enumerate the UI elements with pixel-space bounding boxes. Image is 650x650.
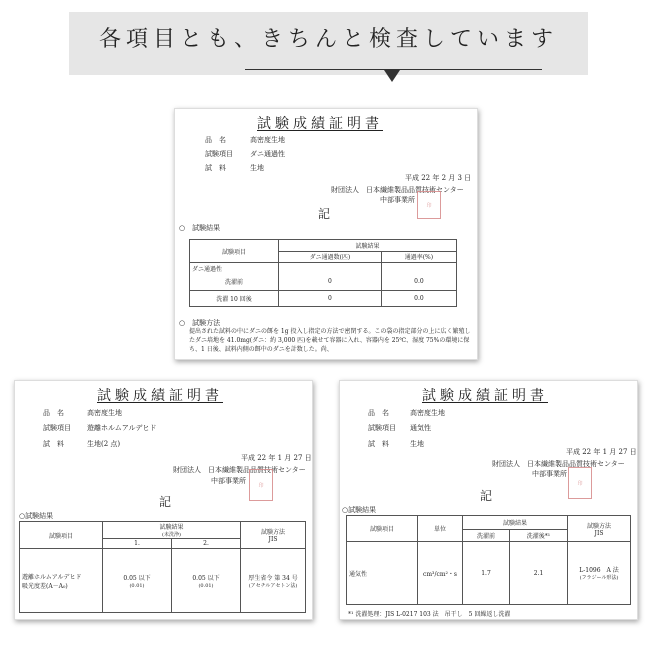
- meta-label: 試験項目: [368, 424, 396, 432]
- item-line: 吸光度差(A－A₀): [22, 582, 68, 590]
- issue-date: 平成 22 年 1 月 27 日: [566, 448, 637, 456]
- issuer-office: 中部事業所: [532, 470, 567, 478]
- results-table: [19, 521, 306, 613]
- seal-stamp: 印: [417, 191, 441, 219]
- results-table: [189, 239, 457, 307]
- table-cell: 0.0: [381, 274, 456, 290]
- issue-date: 平成 22 年 2 月 3 日: [405, 174, 472, 182]
- table-cell: cm³/cm²・s: [418, 542, 463, 605]
- banner-title: 各項目とも、きちんと検査しています: [98, 27, 558, 52]
- value: 0.05 以下: [123, 574, 151, 582]
- issuer: 財団法人 日本繊維製品品質技術センター: [173, 466, 306, 474]
- seal-stamp: 印: [568, 467, 592, 499]
- issuer-office: 中部事業所: [380, 196, 415, 204]
- footnote: *¹ 洗濯処理：JIS L-0217 103 法 吊干し 5 回繰返し洗濯: [348, 611, 511, 618]
- down-arrow-icon: [384, 70, 400, 82]
- table-header: 洗濯後*¹: [509, 530, 567, 542]
- table-cell: [103, 549, 172, 613]
- meta-label: 試験項目: [205, 150, 233, 158]
- table-cell: 1.7: [463, 542, 510, 605]
- table-header: 試験項目: [190, 240, 279, 263]
- table-header-sub: JIS: [268, 536, 278, 543]
- table-cell: 通気性: [347, 542, 418, 605]
- table-header-label: 試験結果: [159, 524, 184, 531]
- results-heading: ○試験結果: [342, 506, 377, 514]
- table-header: 試験項目: [20, 522, 103, 549]
- table-header-label: 試験方法: [260, 529, 285, 536]
- table-header: ダニ通過数(匹): [279, 251, 382, 263]
- issuer-office: 中部事業所: [211, 477, 246, 485]
- table-cell: [241, 549, 306, 613]
- table-header: 1.: [103, 539, 172, 549]
- table-cell: [20, 549, 103, 613]
- table-cell: 0: [279, 274, 382, 290]
- header-banner: [69, 12, 588, 75]
- certificate-air-permeability: [339, 380, 638, 620]
- table-header-label: 試験方法: [586, 522, 611, 530]
- table-cell: 洗濯 10 回後: [190, 290, 279, 306]
- table-cell: 0.0: [381, 290, 456, 306]
- method-text: 提出された試料の中にダニの餌を 1g 投入し指定の方法で密閉する。この袋の指定部分の上に広く繁殖したダニ培地を 41.0mg(ダニ：約 3,000 匹)を載せて容器に入れ、容器内を 25℃、湿度 75%の環境に保ち、1 日後、試料内側の餌中のダニを計数した。尚、: [189, 328, 471, 353]
- issuer: 財団法人 日本繊維製品品質技術センター: [331, 186, 464, 194]
- meta-value: ダニ通過性: [250, 150, 285, 158]
- doc-title: 試験成績証明書: [422, 388, 548, 404]
- meta-label: 品 名: [205, 136, 226, 144]
- table-header: 試験結果: [279, 240, 457, 252]
- method-heading: ○ 試験方法: [179, 319, 221, 327]
- table-cell: 2.1: [509, 542, 567, 605]
- meta-label: 品 名: [43, 409, 64, 417]
- table-header-sub: (未洗浄): [162, 532, 181, 538]
- meta-value: 通気性: [410, 424, 431, 432]
- table-cell: ダニ通過性: [190, 263, 279, 275]
- method-line: L-1096 A 法: [579, 567, 619, 574]
- meta-label: 品 名: [368, 409, 389, 417]
- table-header: 2.: [172, 539, 241, 549]
- certificate-mite-permeability: [174, 108, 478, 360]
- meta-value: 高密度生地: [250, 136, 285, 144]
- table-header: [241, 522, 306, 549]
- value: 0.05 以下: [192, 574, 220, 582]
- method-line: (フラジール形法): [579, 575, 619, 581]
- table-cell: [172, 549, 241, 613]
- meta-value: 生地: [250, 164, 264, 172]
- table-header: [103, 522, 241, 539]
- doc-title: 試験成績証明書: [257, 116, 383, 132]
- ki-mark: 記: [480, 489, 493, 503]
- doc-title: 試験成績証明書: [97, 388, 223, 404]
- table-cell: [568, 542, 631, 605]
- meta-label: 試験項目: [43, 424, 71, 432]
- meta-label: 試 料: [43, 440, 64, 448]
- table-header: 単位: [418, 516, 463, 542]
- issuer: 財団法人 日本繊維製品品質技術センター: [492, 460, 625, 468]
- issue-date: 平成 22 年 1 月 27 日: [241, 454, 312, 462]
- table-cell: 洗濯前: [190, 274, 279, 290]
- results-heading: ○試験結果: [19, 512, 54, 520]
- meta-value: 高密度生地: [410, 409, 445, 417]
- ki-mark: 記: [159, 495, 172, 509]
- method-line: (アセチルアセトン法): [248, 582, 298, 589]
- table-header: [568, 516, 631, 542]
- table-header: 試験項目: [347, 516, 418, 542]
- meta-label: 試 料: [205, 164, 226, 172]
- meta-label: 試 料: [368, 440, 389, 448]
- table-header: 試験結果: [463, 516, 568, 530]
- meta-value: 高密度生地: [87, 409, 122, 417]
- results-heading: ○ 試験結果: [179, 224, 221, 232]
- value-sub: (0.01): [198, 582, 214, 589]
- meta-value: 生地(2 点): [87, 440, 121, 448]
- certificate-formaldehyde: [14, 380, 313, 620]
- ki-mark: 記: [318, 207, 331, 221]
- method-line: 厚生省令 第 34 号: [248, 574, 298, 582]
- table-header: 通過率(%): [381, 251, 456, 263]
- value-sub: (0.01): [129, 582, 145, 589]
- table-header: 洗濯前: [463, 530, 510, 542]
- results-table: [346, 515, 631, 605]
- table-header-sub: JIS: [594, 529, 604, 537]
- meta-value: 生地: [410, 440, 424, 448]
- item-line: 遊離ホルムアルデヒド: [22, 573, 82, 581]
- table-cell: 0: [279, 290, 382, 306]
- seal-stamp: 印: [249, 469, 273, 501]
- meta-value: 遊離ホルムアルデヒド: [87, 424, 157, 432]
